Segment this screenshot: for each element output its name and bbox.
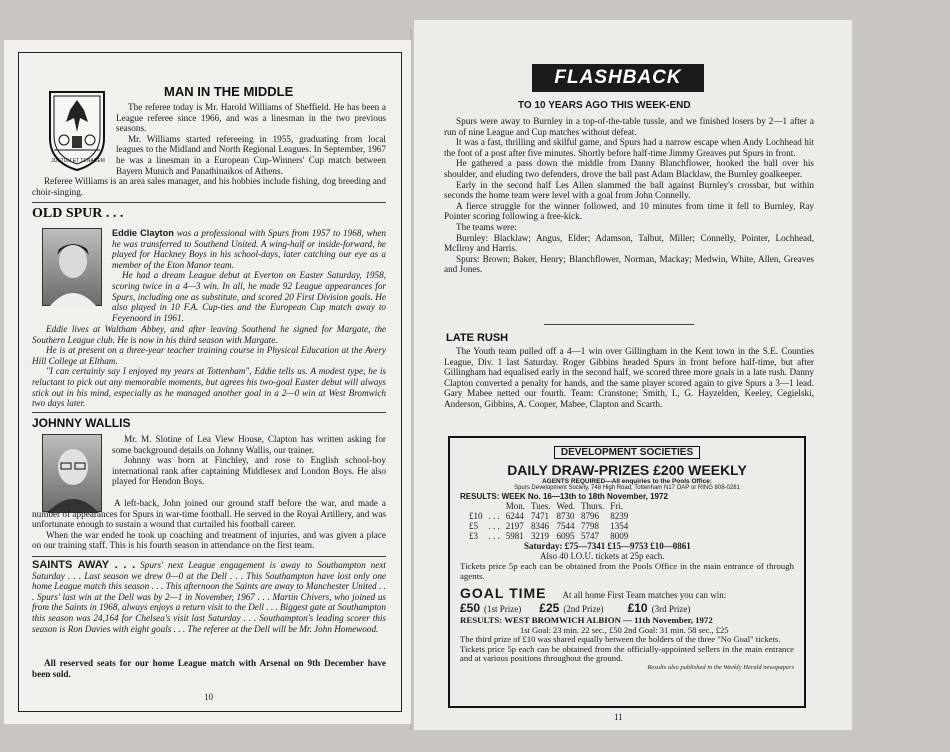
flashback-subtitle: TO 10 YEARS AGO THIS WEEK-END <box>518 100 691 111</box>
divider <box>544 324 694 325</box>
table-row: £5 . . . 2197 8346 7544 7798 1354 <box>466 521 631 531</box>
late-rush-heading: LATE RUSH <box>446 332 509 344</box>
man-article <box>116 102 386 176</box>
right-page <box>414 20 852 730</box>
draw-day: Fri. <box>610 501 623 511</box>
page-number-left: 10 <box>204 692 213 702</box>
divider <box>32 556 386 557</box>
first-prize-label: (1st Prize) <box>484 604 522 614</box>
number-cell: 1354 <box>610 521 629 531</box>
draw-day: Tues. <box>531 501 551 511</box>
man-paragraph-1: The referee today is Mr. Harold Williams of Sheffield. He has been a League referee since 1966, and was a linesman in the two previous seasons. <box>116 102 386 134</box>
number-cell: 6095 <box>556 531 575 541</box>
number-cell: 5981 <box>505 531 524 541</box>
old-paragraph-5: "I can certainly say I enjoyed my years at Tottenham", Eddie tells us. A modest type, he is reluctant to pick out any memorable moments, but agrees his two-goal Easter debut will always stick out in his mind, especially as he managed another goal in a 2—0 win at West Bromwich two days later. <box>32 366 386 409</box>
crest-motto: JUSTUM ET TENACEM <box>51 158 105 164</box>
old-paragraph-2: He had a dream League debut at Everton on Easter Saturday, 1958, scoring twice in a 4—3 win. In all, he made 92 League appearances for Spurs, including one as substitute, and scored 20 First Division goals. He also played in 10 F.A. Cup-ties and the European Cup match away to Feyenoord in 1961. <box>112 270 386 323</box>
prize-cell: £5 <box>469 521 478 531</box>
number-cell: 7544 <box>556 521 575 531</box>
old-spur-text <box>112 228 386 323</box>
johnny-text-cont <box>32 498 386 551</box>
second-prize: £25 <box>539 601 560 615</box>
old-paragraph-3: Eddie lives at Waltham Abbey, and after leaving Southend he signed for Margate, the Southern League club. He is now in his third season with Margate. <box>32 324 386 345</box>
divider <box>32 202 386 203</box>
old-paragraph-4: He is at present on a three-year teacher training course in Physical Education at the Avery Hill College at Eltham. <box>32 345 386 366</box>
number-cell: 6244 <box>505 511 524 521</box>
agents-required: AGENTS REQUIRED—All enquiries to the Pools Office: <box>541 478 713 485</box>
johnny-paragraph-4: When the war ended he took up coaching and treatment of injuries, and was given a place on our training staff. This is his fourth season in attendance on the first team. <box>32 529 386 551</box>
third-prize-label: (3rd Prize) <box>651 604 691 614</box>
flashback-paragraph-5: A fierce struggle for the winner followed, and 10 minutes from time it fell to Burnley, Ray Pointer scoring following a free-kick. <box>444 200 814 222</box>
johnny-paragraph-3: A left-back, John joined our ground staff before the war, and made a number of appearances for Spurs in war-time football. He served in the Royal Artillery, and was unfortunate enough to sustain a wound that curtailed his football career. <box>32 498 386 530</box>
man-paragraph-2: Mr. Williams started refereeing in 1955, graduating from local leagues to the Midland and North Regional Leagues. In September, 1967 he was a linesman in a European Cup-Winners' Cup match between Bayern Munich and Panathinaikos of Athens. <box>116 133 386 176</box>
late-rush-paragraph: The Youth team pulled off a 4—1 win over Gillingham in the Kent town in the S.E. Counties League, Div. 1 last Saturday. Roger Gibbins headed Spurs in front before half-time, but after Gillingham had equalised early in the second half, we scored three more goals in a late rush. Danny Clapton converted a penalty for hands, and the same player scored again to give Spurs a 3—1 lead. Gary Mabee netted our fourth. Team: Cranstone; Smith, I., G. Hayzelden, Keeley, Cegielski, Anderson, Gibbins, A. Cooper, Mabee, Clapton and Scarth. <box>444 346 814 409</box>
flashback-paragraph-4: Early in the second half Les Allen slammed the ball against Burnley's crossbar, but within seconds the home team were level with a goal from John Connelly. <box>444 179 814 201</box>
pools-address: Spurs Development Society, 748 High Road, Tottenham N17 OAP or RING 808-0281 <box>514 485 740 491</box>
divider <box>32 412 386 413</box>
left-page <box>4 40 412 724</box>
flashback-paragraph-1: Spurs were away to Burnley in a top-of-the-table tussle, and we finished losers by 2—1 after a run of nine League and Cup matches without defeat. <box>444 116 814 137</box>
old-spur-text-cont <box>32 324 386 409</box>
number-cell: 8346 <box>531 521 550 531</box>
johnny-paragraph-2: Johnny was born at Finchley, and rose to English school-boy international rank after captaining Middlesex and London Boys. He also played for Hendon Boys. <box>112 455 386 487</box>
burnley-team: Burnley: Blacklaw; Angus, Elder; Adamson, Talbut, Miller; Connelly, Pointer, Lochhead, McIlroy and Harris. <box>444 232 814 254</box>
development-societies-box <box>448 436 806 708</box>
page-number-right: 11 <box>614 712 623 722</box>
saints-away-paragraph: Spurs' next League engagement is away to Southampton next Saturday . . . Last season we drew 0—0 at the Dell . . . This Southampton have lost only one home League match this season . . . This afternoon the Saints are away to Manchester United . . . Spurs' last win at the Dell was by 2—1 in November, 1967 . . . Martin Chivers, who joined us from the Saints in 1968, always enjoys a return visit to the Dell . . . Biggest gate at Southampton this season was 24,164 for Chelsea's visit last Saturday . . . Southampton's leading scorer this season is Ron Davies with eight goals . . . The referee at the Dell will be Mr. John Homewood. <box>32 560 386 634</box>
number-cell: 8796 <box>580 511 599 521</box>
old-paragraph-1: was a professional with Spurs from 1957 to 1968, when he was transferred to Southend United. A wing-half or inside-forward, he played for Hackney Boys in his school-days, later catching our eye as a member of the Eton Manor team. <box>112 228 386 270</box>
table-row: £10 . . . 6244 7471 8730 8796 8239 <box>466 511 631 521</box>
johnny-wallis-heading: JOHNNY WALLIS <box>32 416 131 430</box>
prize-cell: £3 <box>469 531 478 541</box>
number-cell: 8730 <box>556 511 575 521</box>
flashback-paragraph-2: It was a fast, thrilling and skilful game, and Spurs had a narrow escape when Andy Lochhead hit the foot of a post after five minutes. Shortly before half-time Jimmy Greaves put Spurs in front. <box>444 137 814 158</box>
man-paragraph-3: Referee Williams is an area sales manager, and his hobbies include fishing, dog breeding and choir-singing. <box>32 176 386 197</box>
goal-time-intro: At all home First Team matches you can win: <box>562 590 727 600</box>
number-cell: 5747 <box>580 531 599 541</box>
flashback-title: FLASHBACK <box>554 67 682 88</box>
saints-away-text <box>32 560 386 634</box>
goal-results-heading: RESULTS: WEST BROMWICH ALBION — 11th November, 1972 <box>460 615 713 625</box>
number-cell: 8009 <box>610 531 629 541</box>
draw-day: Wed. <box>556 501 575 511</box>
goal-results-line: 1st Goal: 23 min. 22 sec., £50 2nd Goal: 31 min. 58 sec., £25 <box>520 625 729 635</box>
daily-draw-headline: DAILY DRAW-PRIZES £200 WEEKLY <box>507 462 747 478</box>
first-prize: £50 <box>460 601 481 615</box>
reserved-seats-note: All reserved seats for our home League match with Arsenal on 9th December have been sold. <box>32 658 386 679</box>
flashback-paragraph-6: The teams were: <box>456 221 517 232</box>
number-cell: 8239 <box>610 511 629 521</box>
old-spur-heading: OLD SPUR . . . <box>32 206 124 221</box>
goal-time-heading: GOAL TIME <box>460 585 547 601</box>
number-cell: 2197 <box>505 521 524 531</box>
third-prize: £10 <box>627 601 648 615</box>
johnny-paragraph-1: Mr. M. Slotine of Lea View House, Clapton has written asking for some background details on Johnny Wallis, our trainer. <box>112 434 386 455</box>
eddie-clayton-name: Eddie Clayton <box>112 228 174 238</box>
goal-prizes <box>460 601 794 615</box>
number-cell: 7798 <box>580 521 599 531</box>
development-title: DEVELOPMENT SOCIETIES <box>554 446 700 459</box>
saturday-results: Saturday: £75—7341 £15—9753 £10—0861 <box>524 541 691 551</box>
spurs-team: Spurs: Brown; Baker, Henry; Blanchflower, Norman, Mackay; Medwin, White, Allen, Greaves and Jones. <box>444 253 814 275</box>
iou-tickets: Also 40 I.O.U. tickets at 25p each. <box>540 551 665 561</box>
table-row: £3 . . . 5981 3219 6095 5747 8009 <box>466 531 631 541</box>
johnny-text <box>112 434 386 487</box>
second-prize-label: (2nd Prize) <box>563 604 604 614</box>
goal-tickets-info: Tickets price 5p each can be obtained from the officially-appointed sellers in the main entrance and at various positions throughout the ground. <box>460 643 794 664</box>
tickets-info: Tickets price 5p each can be obtained from the Pools Office in the main entrance of through agents. <box>460 561 794 581</box>
number-cell: 7471 <box>531 511 550 521</box>
draw-day: Mon. <box>505 501 526 511</box>
flashback-article <box>444 116 814 275</box>
draw-day: Thurs. <box>580 501 605 511</box>
prize-cell: £10 <box>469 511 483 521</box>
draw-results-heading: RESULTS: WEEK No. 16—13th to 18th November, 1972 <box>460 492 668 501</box>
man-in-the-middle-heading: MAN IN THE MIDDLE <box>164 84 294 99</box>
number-cell: 3219 <box>531 531 550 541</box>
draw-results-table <box>466 501 631 541</box>
results-published: Results also published in the Weekly Herald newspapers <box>647 663 794 671</box>
flashback-paragraph-3: He gathered a pass down the middle from Danny Blanchflower, hooked the ball over his shoulder, and eluding two defenders, drove the ball past Adam Blacklaw, the Burnley goalkeeper. <box>444 158 814 179</box>
eddie-clayton-photo <box>42 228 102 306</box>
flashback-banner <box>532 64 704 92</box>
draw-days-row <box>466 501 631 511</box>
third-prize-shared: The third prize of £10 was shared equally between the holders of the three "No Goal" tickets. <box>460 634 781 644</box>
saints-away-heading: SAINTS AWAY . . . <box>32 559 136 571</box>
